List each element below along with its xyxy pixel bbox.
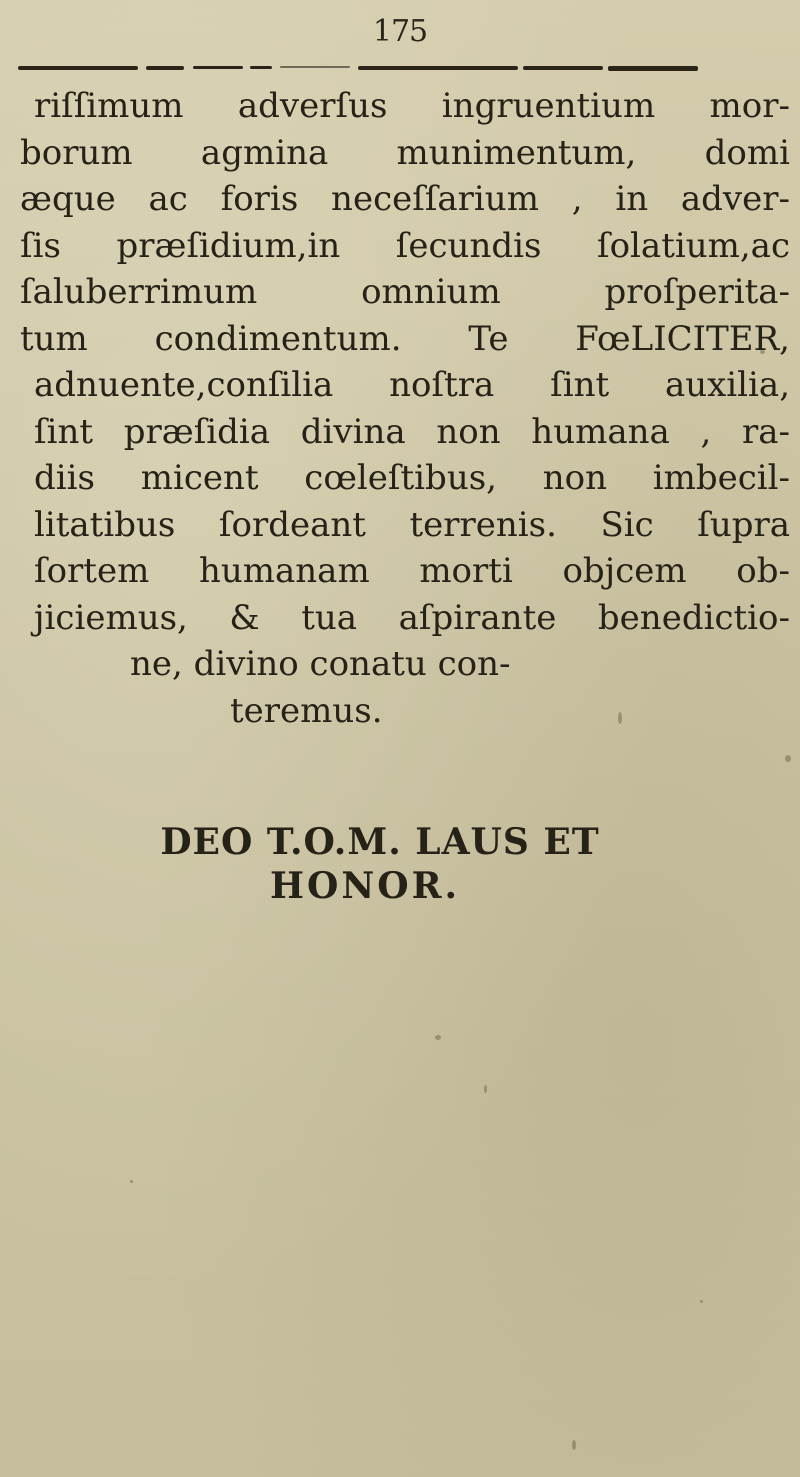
text-line: ſaluberrimum omnium proſperita- bbox=[20, 272, 790, 312]
text-line: litatibus ſordeant terrenis. Sic ſupra bbox=[34, 504, 790, 545]
paper-speck bbox=[760, 350, 765, 354]
paper-speck bbox=[700, 1300, 703, 1303]
paper-speck bbox=[572, 1440, 576, 1450]
paper-speck bbox=[484, 1085, 487, 1093]
text-line: æque ac foris neceſſarium , in adver- bbox=[20, 179, 790, 219]
text-line: ſis præſidium,in ſecundis ſolatium,ac bbox=[20, 225, 790, 266]
paper-speck bbox=[618, 712, 622, 724]
text-line: diis micent cœleſtibus, non imbecil- bbox=[34, 458, 790, 498]
text-line: ſint præſidia divina non humana , ra- bbox=[34, 411, 790, 452]
closing-line-2: HONOR. bbox=[269, 865, 461, 907]
text-line: teremus. bbox=[230, 690, 383, 731]
text-line: riſſimum adverſus ingruentium mor- bbox=[34, 86, 790, 126]
paper-speck bbox=[785, 755, 791, 762]
closing-line-1: DEO T.O.M. LAUS ET bbox=[160, 821, 600, 863]
paper-speck bbox=[435, 1035, 441, 1040]
closing-doxology bbox=[0, 820, 800, 908]
paper-speck bbox=[130, 1180, 133, 1183]
text-line: ne, divino conatu con- bbox=[130, 644, 511, 684]
header-rule bbox=[18, 66, 788, 72]
text-line: adnuente,conſilia noſtra ſint auxilia, bbox=[34, 365, 790, 405]
text-line: borum agmina munimentum, domi bbox=[20, 132, 790, 173]
body-text bbox=[20, 83, 790, 734]
page-number: 175 bbox=[372, 14, 428, 49]
text-line: tum condimentum. Te FœLICITER, bbox=[20, 318, 790, 359]
text-line: jiciemus, & tua aſpirante benedictio- bbox=[34, 597, 790, 638]
text-line: ſortem humanam morti objcem ob- bbox=[34, 551, 790, 591]
